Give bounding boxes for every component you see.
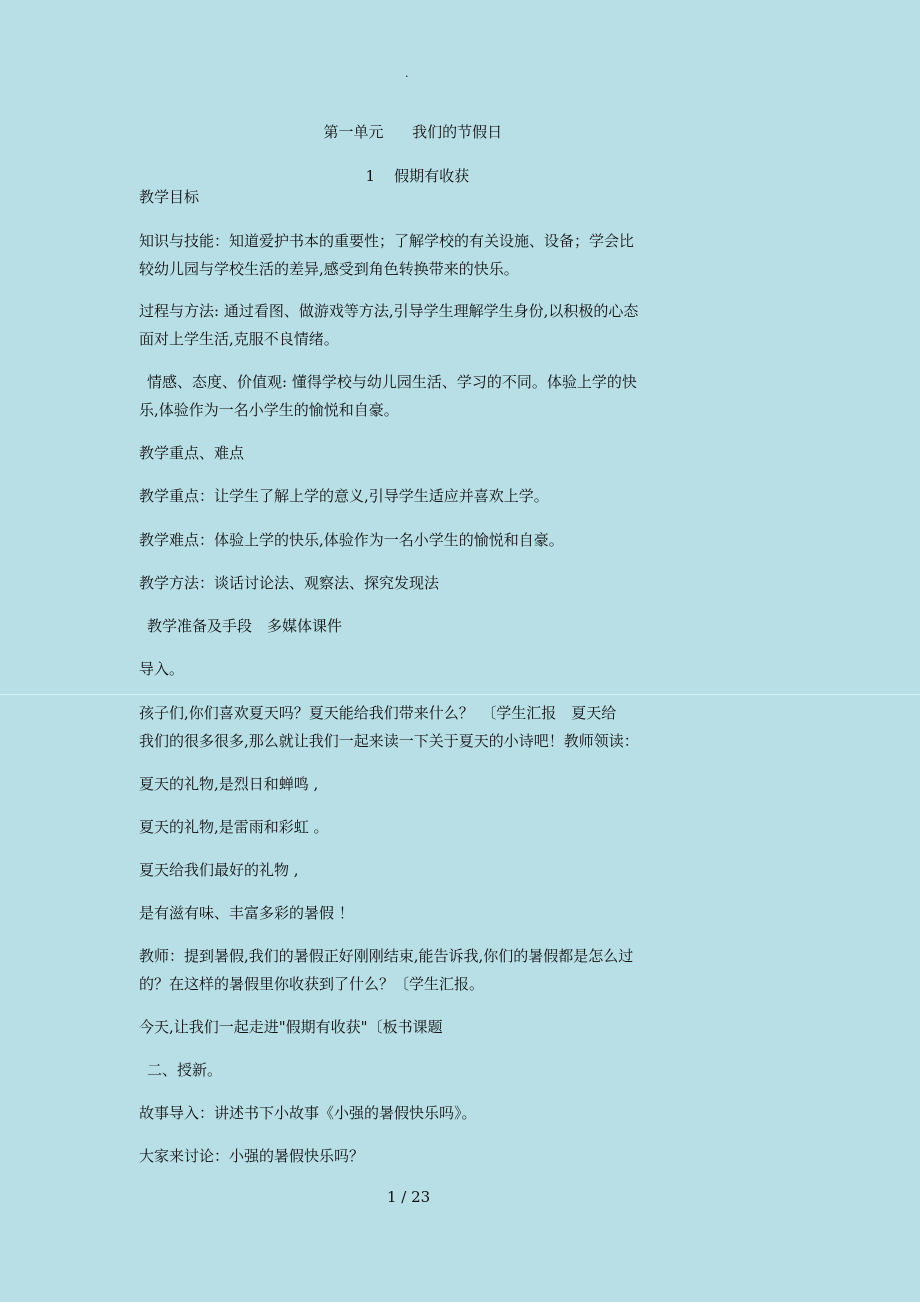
intro-heading: 导入。 xyxy=(139,660,185,678)
unit-label: 第一单元 xyxy=(323,123,384,141)
process-line-2: 面对上学生活,克服不良情绪。 xyxy=(139,330,339,348)
teacher-line-2: 的？在这样的暑假里你收获到了什么？〔学生汇报。 xyxy=(139,975,485,993)
poem-line-3: 夏天给我们最好的礼物 , xyxy=(139,861,299,879)
unit-title xyxy=(314,102,502,142)
lesson-number: 1 xyxy=(365,167,376,185)
process-line-1: 过程与方法: 通过看图、做游戏等方法,引导学生理解学生身份,以积极的心态 xyxy=(139,302,639,320)
today-line: 今天,让我们一起走进"假期有收获"〔板书课题 xyxy=(139,1018,443,1036)
intro-line-2: 我们的很多很多,那么就让我们一起来读一下关于夏天的小诗吧！教师领读： xyxy=(139,732,639,750)
emotion-line-2: 乐,体验作为一名小学生的愉悦和自豪。 xyxy=(139,401,399,419)
knowledge-line-2: 较幼儿园与学校生活的差异,感受到角色转换带来的快乐。 xyxy=(139,260,519,278)
knowledge-line-1: 知识与技能：知道爱护书本的重要性；了解学校的有关设施、设备；学会比 xyxy=(139,232,635,250)
intro-line-1: 孩子们,你们喜欢夏天吗？夏天能给我们带来什么？ 〔学生汇报 夏天给 xyxy=(139,704,617,722)
teaching-prep: 教学准备及手段 多媒体课件 xyxy=(147,617,343,635)
emotion-line-1: 情感、态度、价值观: 懂得学校与幼儿园生活、学习的不同。体验上学的快 xyxy=(147,373,637,391)
lesson-name: 假期有收获 xyxy=(394,167,470,185)
poem-line-1: 夏天的礼物,是烈日和蝉鸣 , xyxy=(139,775,319,793)
unit-name: 我们的节假日 xyxy=(412,123,503,141)
teaching-method: 教学方法：谈话讨论法、观察法、探究发现法 xyxy=(139,574,440,592)
page-band-divider xyxy=(0,694,920,695)
story-line: 故事导入：讲述书下小故事《小强的暑假快乐吗》。 xyxy=(139,1104,477,1122)
goals-heading: 教学目标 xyxy=(139,188,200,206)
key-point: 教学重点：让学生了解上学的意义,引导学生适应并喜欢上学。 xyxy=(139,487,549,505)
header-dot: . xyxy=(405,67,409,80)
difficult-point: 教学难点：体验上学的快乐,体验作为一名小学生的愉悦和自豪。 xyxy=(139,531,564,549)
key-difficult-heading: 教学重点、难点 xyxy=(139,444,245,462)
page-number: 1 / 23 xyxy=(387,1188,431,1206)
lesson-gap xyxy=(375,167,394,185)
discuss-line: 大家来讨论：小强的暑假快乐吗？ xyxy=(139,1147,365,1165)
poem-line-4: 是有滋有味、丰富多彩的暑假 ！ xyxy=(139,904,354,922)
poem-line-2: 夏天的礼物,是雷雨和彩虹 。 xyxy=(139,818,329,836)
lesson-title xyxy=(356,146,469,186)
teacher-line-1: 教师：提到暑假,我们的暑假正好刚刚结束,能告诉我,你们的暑假都是怎么过 xyxy=(139,947,634,965)
title-gap xyxy=(384,123,413,141)
new-lesson-heading: 二、授新。 xyxy=(147,1061,223,1079)
